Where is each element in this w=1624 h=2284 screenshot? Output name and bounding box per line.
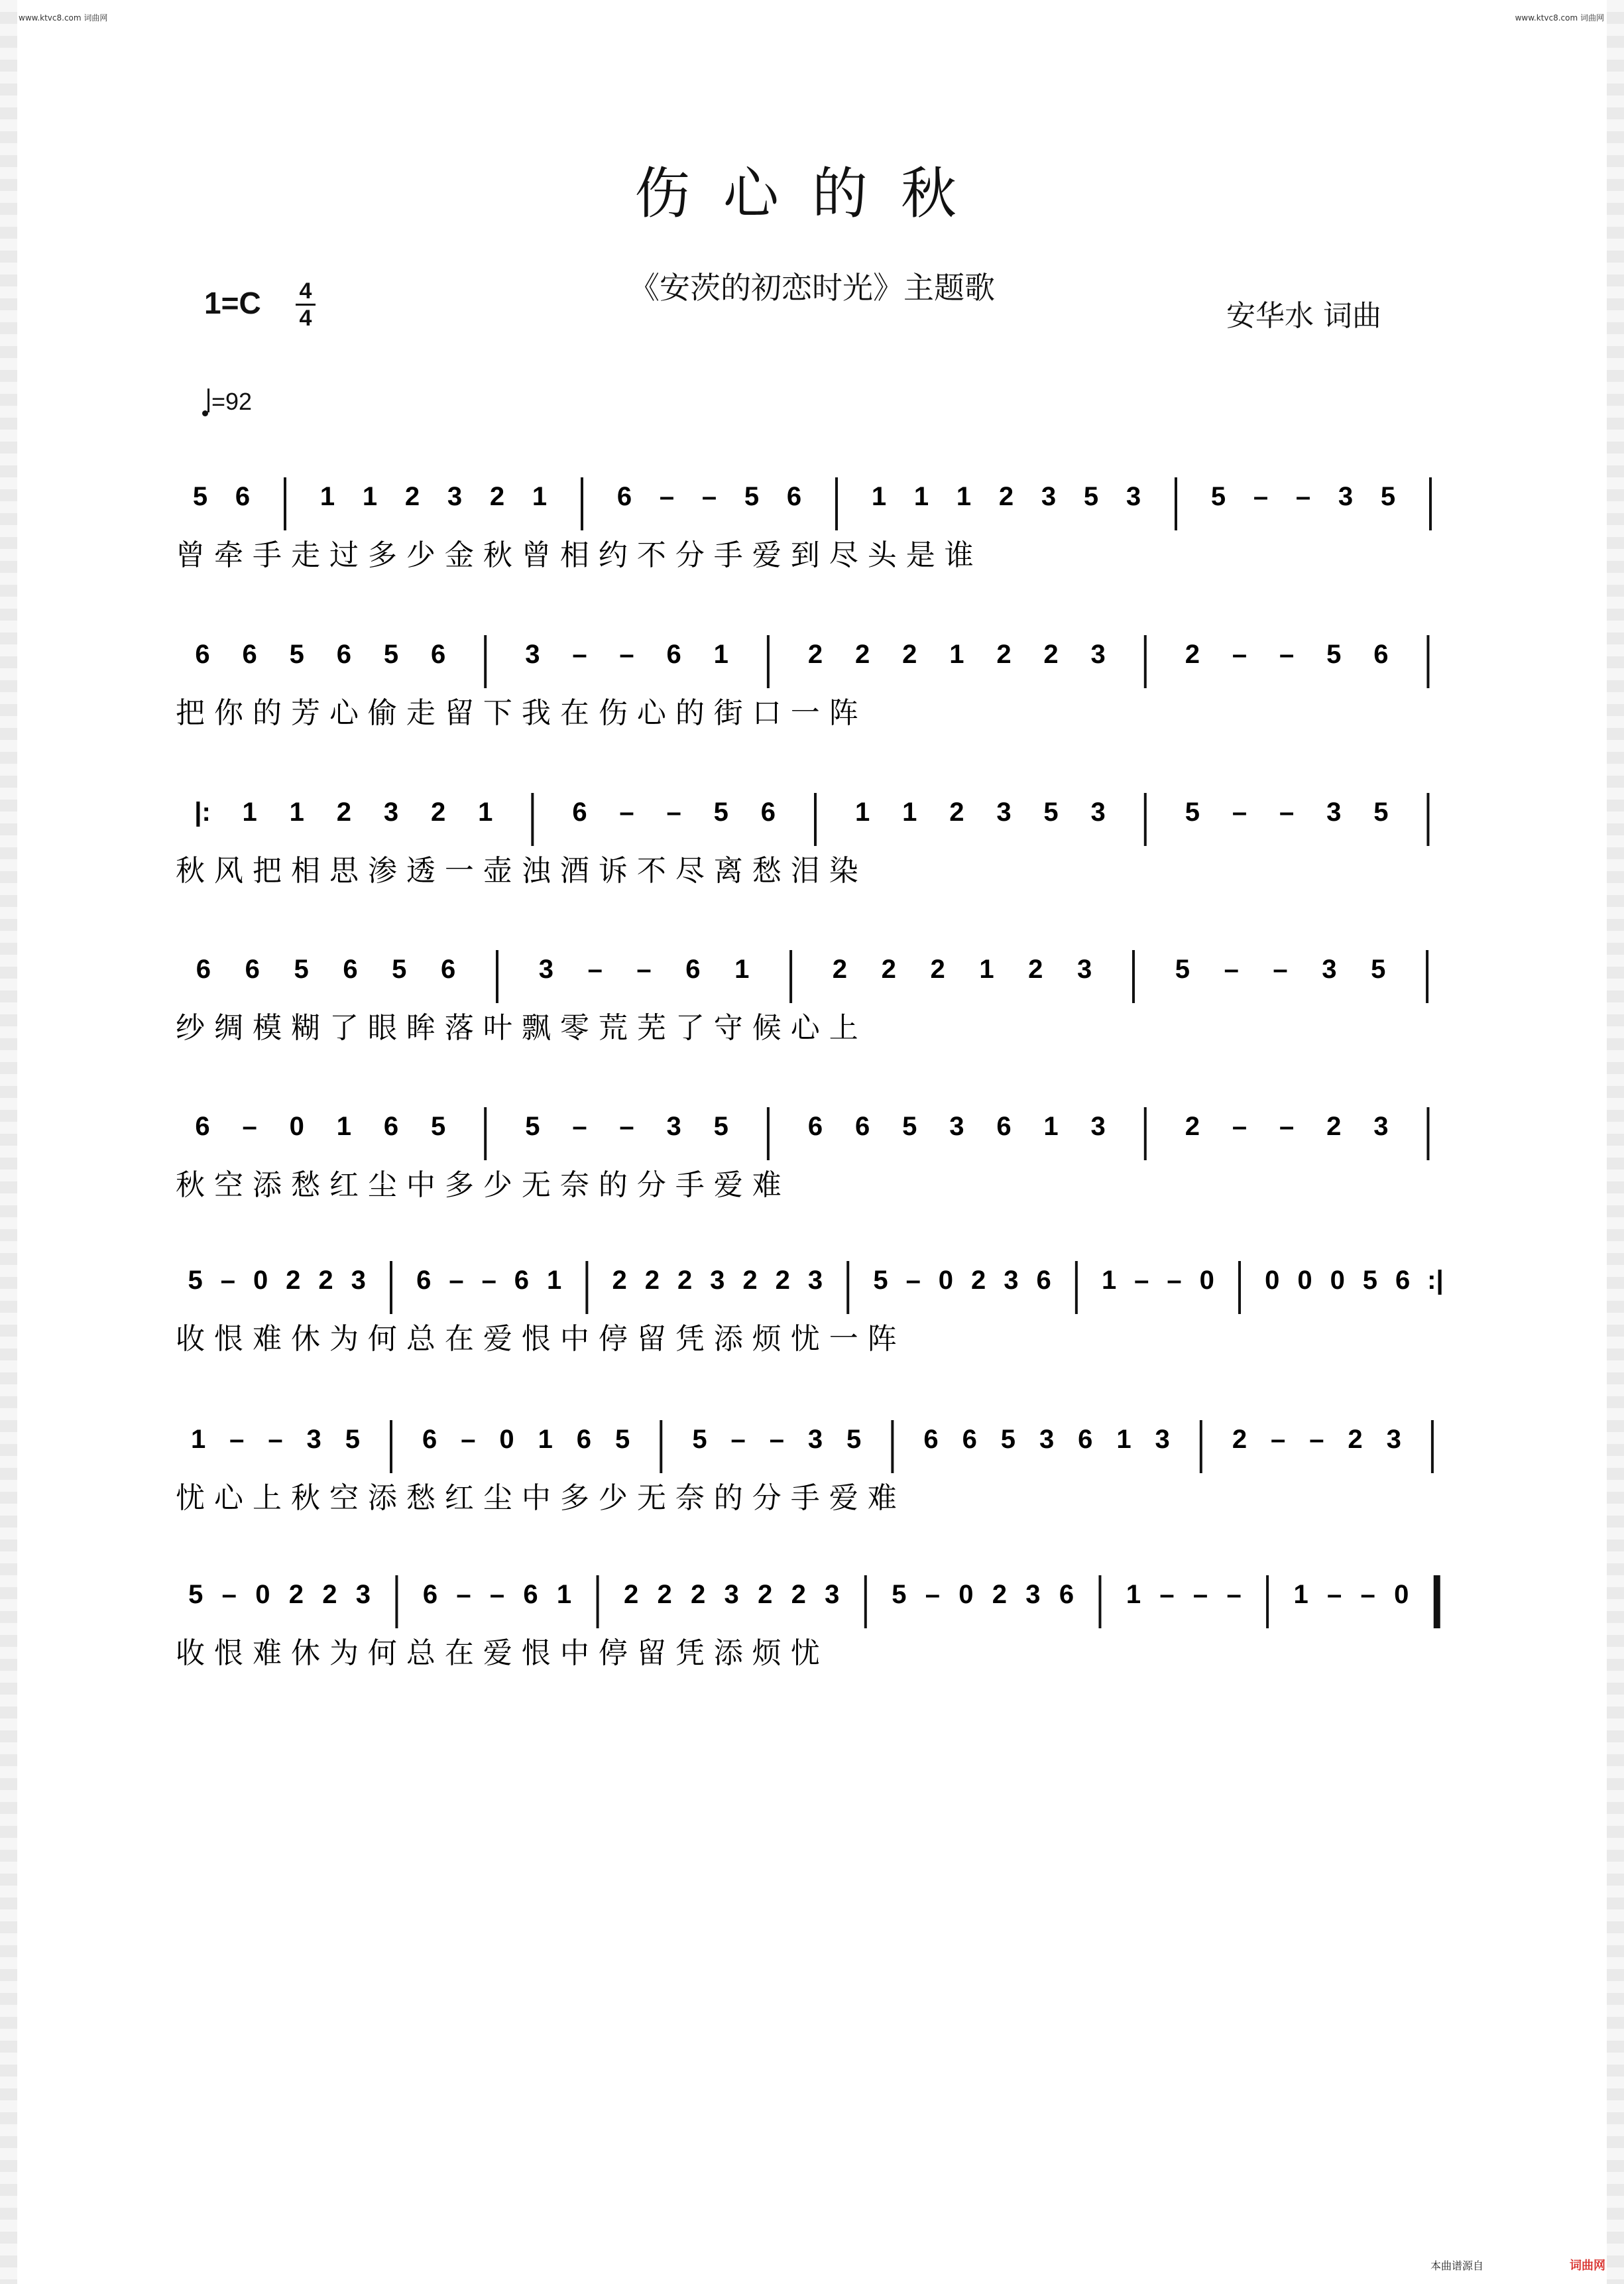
note: 6 [343, 955, 358, 984]
note: 6 [1036, 1266, 1051, 1295]
barline [1238, 1261, 1241, 1314]
song-title: 伤心的秋 [634, 161, 990, 226]
note: – [229, 1425, 245, 1454]
note: 6 [235, 482, 251, 511]
time-signature-bottom: 4 [299, 306, 312, 331]
note: – [636, 955, 652, 984]
note: 6 [245, 955, 260, 984]
note: – [1226, 1580, 1242, 1609]
note: 2 [971, 1266, 986, 1295]
note: 3 [355, 1580, 371, 1609]
barline [390, 1420, 392, 1473]
note: 6 [807, 1112, 823, 1141]
note: – [572, 1112, 587, 1141]
note: 2 [930, 955, 945, 984]
note: 5 [1326, 640, 1342, 669]
note: 6 [996, 1112, 1012, 1141]
note: – [1360, 1580, 1375, 1609]
note: 6 [576, 1425, 592, 1454]
site-label-top-left[interactable]: www.ktvc8.com 词曲网 [19, 13, 108, 23]
note: 1 [713, 640, 728, 669]
note: 5 [1362, 1266, 1378, 1295]
note: 2 [612, 1266, 627, 1295]
note: – [481, 1266, 496, 1295]
note: 1 [956, 482, 972, 511]
note: – [221, 1580, 237, 1609]
note: 2 [677, 1266, 693, 1295]
note: 3 [724, 1580, 739, 1609]
note: – [220, 1266, 235, 1295]
site-label-top-right[interactable]: www.ktvc8.com 词曲网 [1515, 13, 1604, 23]
note: 0 [253, 1266, 268, 1295]
note: |: [194, 798, 211, 827]
note: – [1279, 798, 1295, 827]
note: 1 [1116, 1425, 1131, 1454]
note: 1 [319, 482, 335, 511]
note: 3 [1090, 798, 1106, 827]
note: – [769, 1425, 784, 1454]
note: 2 [791, 1580, 806, 1609]
barline [484, 1107, 487, 1160]
barline [1132, 950, 1135, 1003]
barline [1429, 477, 1432, 530]
note: 2 [854, 640, 870, 669]
note: 1 [902, 798, 917, 827]
note: 3 [1090, 1112, 1106, 1141]
note: 5 [1371, 955, 1386, 984]
note: 1 [913, 482, 929, 511]
note: – [1167, 1266, 1182, 1295]
note: 1 [979, 955, 994, 984]
note: 1 [190, 1425, 206, 1454]
barline [835, 477, 838, 530]
note: 1 [1043, 1112, 1059, 1141]
note: 2 [1348, 1425, 1363, 1454]
note: 3 [949, 1112, 964, 1141]
note: 5 [294, 955, 309, 984]
barline [484, 635, 487, 688]
note: 2 [1043, 640, 1059, 669]
note: 5 [902, 1112, 917, 1141]
note: 5 [392, 955, 407, 984]
note: 6 [685, 955, 701, 984]
note: 1 [336, 1112, 352, 1141]
note: 5 [192, 482, 208, 511]
barline [585, 1261, 588, 1314]
barline [1075, 1261, 1078, 1314]
note: 1 [289, 798, 304, 827]
note: 6 [786, 482, 802, 511]
lyric-line: 收 恨 难 休 为 何 总 在 爱 恨 中 停 留 凭 添 烦 忧 [176, 1636, 820, 1670]
note: – [1295, 482, 1311, 511]
note: 5 [1043, 798, 1059, 827]
note: 3 [351, 1266, 366, 1295]
barline [1431, 1420, 1434, 1473]
note: 3 [807, 1425, 823, 1454]
note: 5 [1373, 798, 1389, 827]
barline [789, 950, 792, 1003]
note: 6 [430, 640, 446, 669]
barline [1426, 950, 1428, 1003]
lyric-line: 把 你 的 芳 心 偷 走 留 下 我 在 伤 心 的 街 口 一 阵 [176, 696, 858, 730]
note: 6 [666, 640, 681, 669]
barline [581, 477, 583, 530]
note: 1 [1126, 1580, 1141, 1609]
lyric-line: 收 恨 难 休 为 何 总 在 爱 恨 中 停 留 凭 添 烦 忧 一 阵 [176, 1322, 897, 1356]
note: 2 [1232, 1425, 1247, 1454]
barline [1144, 1107, 1147, 1160]
note: 2 [949, 798, 964, 827]
note: 5 [188, 1266, 203, 1295]
note: 2 [322, 1580, 337, 1609]
note: 1 [242, 798, 257, 827]
note: – [619, 640, 634, 669]
note: 5 [289, 640, 304, 669]
note: – [489, 1580, 505, 1609]
note: 5 [846, 1425, 862, 1454]
note: 3 [525, 640, 540, 669]
barline [390, 1261, 392, 1314]
note: 5 [873, 1266, 888, 1295]
note: 0 [1330, 1266, 1345, 1295]
barline [597, 1575, 599, 1628]
note: 2 [318, 1266, 333, 1295]
note: 6 [1059, 1580, 1074, 1609]
barline [814, 793, 817, 846]
note: 3 [306, 1425, 321, 1454]
barline [1426, 635, 1429, 688]
note: 5 [383, 640, 399, 669]
note: – [1159, 1580, 1175, 1609]
note: 5 [713, 1112, 728, 1141]
barline [1266, 1575, 1269, 1628]
note: – [456, 1580, 471, 1609]
note: – [905, 1266, 921, 1295]
note: 0 [1199, 1266, 1214, 1295]
note: 2 [1326, 1112, 1342, 1141]
barline [1200, 1420, 1202, 1473]
note: 1 [556, 1580, 572, 1609]
note: 3 [383, 798, 399, 827]
barline [1098, 1575, 1101, 1628]
note: – [1273, 955, 1288, 984]
note: 5 [525, 1112, 540, 1141]
note: – [1271, 1425, 1286, 1454]
barline [660, 1420, 662, 1473]
key-signature: 1=C [204, 286, 261, 320]
note: 6 [962, 1425, 977, 1454]
note: 2 [657, 1580, 672, 1609]
note: 0 [255, 1580, 270, 1609]
note: 6 [1395, 1266, 1411, 1295]
note: 2 [288, 1580, 304, 1609]
barline [846, 1261, 849, 1314]
lyric-line: 纱 绸 模 糊 了 眼 眸 落 叶 飘 零 荒 芜 了 守 候 心 上 [176, 1011, 858, 1045]
note: 3 [1041, 482, 1057, 511]
composer-credit: 安华水 词曲 [1226, 299, 1381, 333]
barline [767, 635, 770, 688]
note: 3 [1126, 482, 1141, 511]
lyric-line: 秋 空 添 愁 红 尘 中 多 少 无 奈 的 分 手 爱 难 [176, 1168, 782, 1202]
note: 1 [532, 482, 548, 511]
note: 2 [336, 798, 352, 827]
note: 2 [775, 1266, 790, 1295]
note: – [1232, 1112, 1247, 1141]
note: 3 [1386, 1425, 1401, 1454]
note: – [1327, 1580, 1342, 1609]
note: 1 [854, 798, 870, 827]
note: 3 [538, 955, 553, 984]
note: 1 [547, 1266, 562, 1295]
barline [864, 1575, 867, 1628]
note: 3 [666, 1112, 681, 1141]
note: 5 [345, 1425, 360, 1454]
note: 2 [489, 482, 505, 511]
note: 1 [949, 640, 964, 669]
note: 3 [1326, 798, 1342, 827]
note: – [1309, 1425, 1324, 1454]
barline [395, 1575, 398, 1628]
note: 2 [832, 955, 848, 984]
note: 6 [760, 798, 776, 827]
note: 0 [1297, 1266, 1312, 1295]
note: 5 [614, 1425, 630, 1454]
barline [1426, 1107, 1429, 1160]
note: 5 [892, 1580, 907, 1609]
note: 1 [871, 482, 887, 511]
note: 3 [710, 1266, 725, 1295]
note: 0 [289, 1112, 304, 1141]
note: 2 [992, 1580, 1008, 1609]
note: :| [1427, 1266, 1444, 1295]
note: – [1134, 1266, 1149, 1295]
note: – [449, 1266, 464, 1295]
note: – [1279, 1112, 1295, 1141]
note: 0 [1265, 1266, 1280, 1295]
barline [1144, 793, 1147, 846]
note: 6 [422, 1425, 437, 1454]
note: – [1232, 640, 1247, 669]
note: 2 [691, 1580, 706, 1609]
note: 3 [1025, 1580, 1041, 1609]
note: 5 [1210, 482, 1226, 511]
barline [1144, 635, 1147, 688]
note: – [268, 1425, 283, 1454]
notes-layer [188, 477, 1443, 1628]
note: 3 [1077, 955, 1092, 984]
lyrics-layer [176, 538, 974, 1670]
footer-site-link[interactable]: 词曲网 [1570, 2259, 1605, 2273]
note: 3 [1004, 1266, 1019, 1295]
note: 0 [1394, 1580, 1409, 1609]
barline [284, 477, 286, 530]
note: 3 [447, 482, 463, 511]
note: 5 [1083, 482, 1099, 511]
note: – [701, 482, 717, 511]
lyric-line: 曾 牵 手 走 过 多 少 金 秋 曾 相 约 不 分 手 爱 到 尽 头 是 谁 [176, 538, 974, 572]
note: 2 [1028, 955, 1043, 984]
note: 1 [1293, 1580, 1308, 1609]
note: 3 [1155, 1425, 1170, 1454]
note: 5 [713, 798, 728, 827]
note: 5 [1380, 482, 1396, 511]
note: 3 [1039, 1425, 1055, 1454]
barline [1426, 793, 1429, 846]
note: 6 [523, 1580, 538, 1609]
note: – [587, 955, 603, 984]
note: – [730, 1425, 746, 1454]
note: 2 [1185, 1112, 1200, 1141]
note: 6 [1373, 640, 1389, 669]
note: – [659, 482, 675, 511]
note: 3 [1373, 1112, 1389, 1141]
note: 3 [807, 1266, 823, 1295]
lyric-line: 忧 心 上 秋 空 添 愁 红 尘 中 多 少 无 奈 的 分 手 爱 难 [176, 1481, 897, 1515]
note: 1 [1101, 1266, 1117, 1295]
note: 5 [188, 1580, 203, 1609]
barline [496, 950, 498, 1003]
note: – [1232, 798, 1247, 827]
song-subtitle: 《安茨的初恋时光》主题歌 [629, 270, 995, 306]
note: 5 [744, 482, 760, 511]
note: – [572, 640, 587, 669]
note: – [242, 1112, 257, 1141]
note: 0 [499, 1425, 514, 1454]
barline [1175, 477, 1177, 530]
note: 2 [286, 1266, 301, 1295]
note: – [619, 1112, 634, 1141]
note: 2 [1185, 640, 1200, 669]
note: 1 [478, 798, 493, 827]
note: 3 [996, 798, 1012, 827]
note: 6 [923, 1425, 939, 1454]
note: 6 [616, 482, 632, 511]
note: 5 [430, 1112, 446, 1141]
note: – [1192, 1580, 1208, 1609]
note: 6 [196, 955, 211, 984]
note: 1 [734, 955, 750, 984]
note: 6 [514, 1266, 530, 1295]
footer-source-label: 本曲谱源自 [1430, 2259, 1484, 2272]
note: 6 [336, 640, 352, 669]
note: – [461, 1425, 476, 1454]
note: 2 [996, 640, 1012, 669]
note: 6 [572, 798, 587, 827]
note: 6 [416, 1266, 432, 1295]
note: 0 [938, 1266, 954, 1295]
note: 2 [902, 640, 917, 669]
note: 2 [430, 798, 446, 827]
note: 3 [825, 1580, 840, 1609]
barline [767, 1107, 770, 1160]
note: – [925, 1580, 940, 1609]
note: – [619, 798, 634, 827]
note: 6 [383, 1112, 399, 1141]
note: 5 [1185, 798, 1200, 827]
note: 6 [242, 640, 257, 669]
note: 6 [441, 955, 456, 984]
note: – [1279, 640, 1295, 669]
note: 5 [1000, 1425, 1016, 1454]
note: 2 [623, 1580, 639, 1609]
lyric-line: 秋 风 把 相 思 渗 透 一 壶 浊 酒 诉 不 尽 离 愁 泪 染 [176, 854, 858, 888]
note: 6 [854, 1112, 870, 1141]
note: 2 [881, 955, 896, 984]
note: 3 [1338, 482, 1354, 511]
note: 2 [807, 640, 823, 669]
note: 5 [692, 1425, 707, 1454]
note: 6 [1078, 1425, 1093, 1454]
time-signature-top: 4 [299, 278, 312, 304]
note: 2 [998, 482, 1014, 511]
note: – [666, 798, 681, 827]
note: 1 [362, 482, 378, 511]
note: – [1224, 955, 1239, 984]
note: 2 [758, 1580, 773, 1609]
barline [531, 793, 534, 846]
barline [1434, 1575, 1440, 1628]
note: 2 [404, 482, 420, 511]
note: 3 [1322, 955, 1337, 984]
note: 6 [422, 1580, 438, 1609]
note: 6 [195, 1112, 210, 1141]
barline [891, 1420, 894, 1473]
note: 2 [742, 1266, 758, 1295]
note: 2 [644, 1266, 660, 1295]
note: 3 [1090, 640, 1106, 669]
note: 0 [958, 1580, 974, 1609]
note: 5 [1175, 955, 1190, 984]
note: 6 [195, 640, 210, 669]
note: 1 [538, 1425, 553, 1454]
tempo-value: =92 [211, 388, 253, 415]
note: – [1253, 482, 1269, 511]
